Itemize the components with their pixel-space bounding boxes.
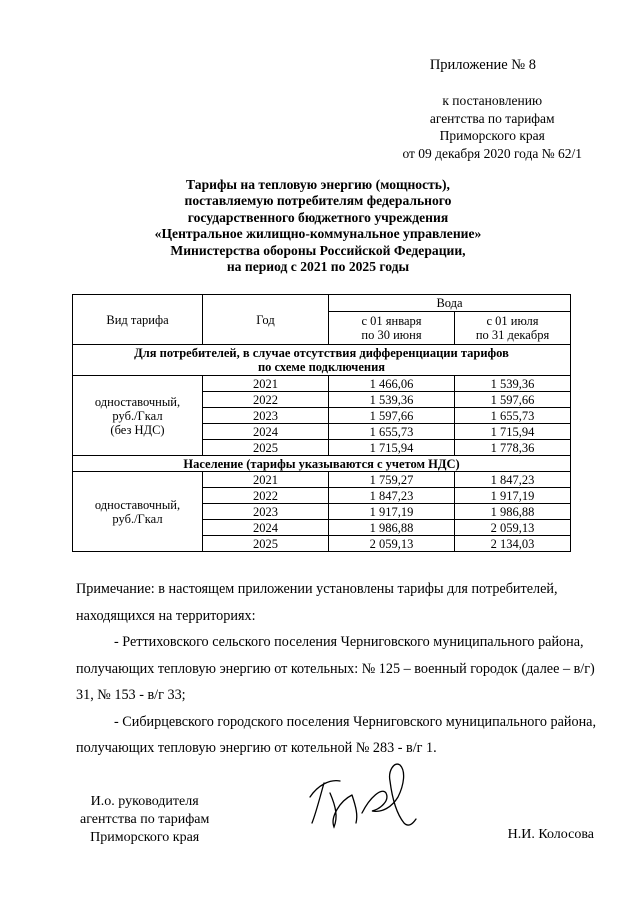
decree-line: агентства по тарифам — [429, 110, 555, 126]
decree-line: Приморского края — [439, 128, 545, 143]
value-cell: 1 778,36 — [455, 440, 571, 456]
title-line: на период с 2021 по 2025 годы — [226, 259, 410, 275]
header-row — [73, 295, 571, 312]
value-cell: 1 847,23 — [329, 488, 455, 504]
tariff-line: одноставочный, — [94, 497, 181, 512]
note-item: - Реттиховского сельского поселения Черниговского муниципального района, получающих тепловую энергию от котельных: № 125 – военный городок (далее – в/г) 31, № 153 - в/г 33; — [76, 634, 595, 703]
signatory-name: Н.И. Колосова — [507, 827, 594, 842]
year-cell: 2025 — [203, 536, 329, 552]
tariff-line: руб./Гкал — [112, 511, 163, 526]
title-line: «Центральное жилищно-коммунальное управление» — [154, 226, 482, 242]
value-cell: 1 597,66 — [455, 392, 571, 408]
document-title — [118, 177, 518, 275]
section-heading-row — [73, 345, 571, 376]
title-line: Тарифы на тепловую энергию (мощность), — [186, 177, 450, 192]
value-cell: 1 917,19 — [329, 504, 455, 520]
section-heading-line: по схеме подключения — [257, 360, 386, 374]
section-heading-row — [73, 456, 571, 472]
tariff-line: руб./Гкал — [112, 408, 163, 423]
year-cell: 2021 — [203, 376, 329, 392]
handwritten-signature — [300, 757, 420, 837]
section-heading-line: Население (тарифы указываются с учетом НДС) — [183, 456, 460, 471]
value-cell: 1 715,94 — [329, 440, 455, 456]
tariff-type-cell — [73, 472, 203, 552]
col-header-water: Вода — [329, 295, 571, 312]
value-cell: 1 759,27 — [329, 472, 455, 488]
decree-line: к постановлению — [442, 93, 543, 108]
tariff-line: (без НДС) — [110, 422, 165, 437]
year-cell: 2022 — [203, 392, 329, 408]
section-heading — [73, 345, 571, 376]
value-cell: 1 917,19 — [455, 488, 571, 504]
title-line: Министерства обороны Российской Федерации, — [170, 242, 466, 258]
value-cell: 1 847,23 — [455, 472, 571, 488]
position-line: И.о. руководителя — [90, 794, 199, 809]
position-line: агентства по тарифам — [80, 812, 210, 827]
title-line: поставляемую потребителям федерального — [184, 193, 452, 209]
value-cell: 1 986,88 — [455, 504, 571, 520]
value-cell: 1 597,66 — [329, 408, 455, 424]
note-intro: Примечание: в настоящем приложении установлены тарифы для потребителей, находящихся на территориях: — [76, 581, 558, 624]
year-cell: 2021 — [203, 472, 329, 488]
tariff-type-cell — [73, 376, 203, 456]
value-cell: 1 986,88 — [329, 520, 455, 536]
appendix-label: Приложение № 8 — [429, 57, 536, 73]
header-line: с 01 июля — [486, 314, 539, 328]
col-header-second-half — [455, 312, 571, 345]
year-cell: 2023 — [203, 504, 329, 520]
tariff-line: одноставочный, — [94, 394, 181, 409]
col-header-tariff: Вид тарифа — [73, 295, 203, 345]
year-cell: 2022 — [203, 488, 329, 504]
value-cell: 2 059,13 — [329, 536, 455, 552]
col-header-first-half — [329, 312, 455, 345]
section-heading-line: Для потребителей, в случае отсутствия дифференциации тарифов — [134, 346, 509, 360]
value-cell: 2 059,13 — [455, 520, 571, 536]
position-line: Приморского края — [90, 830, 200, 845]
value-cell: 1 655,73 — [329, 424, 455, 440]
tariff-table — [72, 294, 571, 552]
note-block — [76, 576, 606, 762]
note-item: - Сибирцевского городского поселения Черниговского муниципального района, получающих тепловую энергию от котельной № 283 - в/г 1. — [76, 713, 597, 756]
value-cell: 2 134,03 — [455, 536, 571, 552]
year-cell: 2024 — [203, 520, 329, 536]
value-cell: 1 466,06 — [329, 376, 455, 392]
col-header-year: Год — [203, 295, 329, 345]
value-cell: 1 655,73 — [455, 408, 571, 424]
table-row — [73, 376, 571, 392]
decree-reference — [402, 92, 582, 162]
signatory-position — [80, 793, 209, 847]
year-cell: 2024 — [203, 424, 329, 440]
header-line: по 31 декабря — [475, 328, 550, 342]
header-line: по 30 июня — [361, 328, 422, 342]
value-cell: 1 539,36 — [455, 376, 571, 392]
table-row — [73, 472, 571, 488]
value-cell: 1 715,94 — [455, 424, 571, 440]
header-line: с 01 января — [361, 314, 422, 328]
title-line: государственного бюджетного учреждения — [187, 209, 449, 225]
year-cell: 2023 — [203, 408, 329, 424]
year-cell: 2025 — [203, 440, 329, 456]
section-heading — [73, 456, 571, 472]
decree-line: от 09 декабря 2020 года № 62/1 — [402, 145, 582, 161]
value-cell: 1 539,36 — [329, 392, 455, 408]
